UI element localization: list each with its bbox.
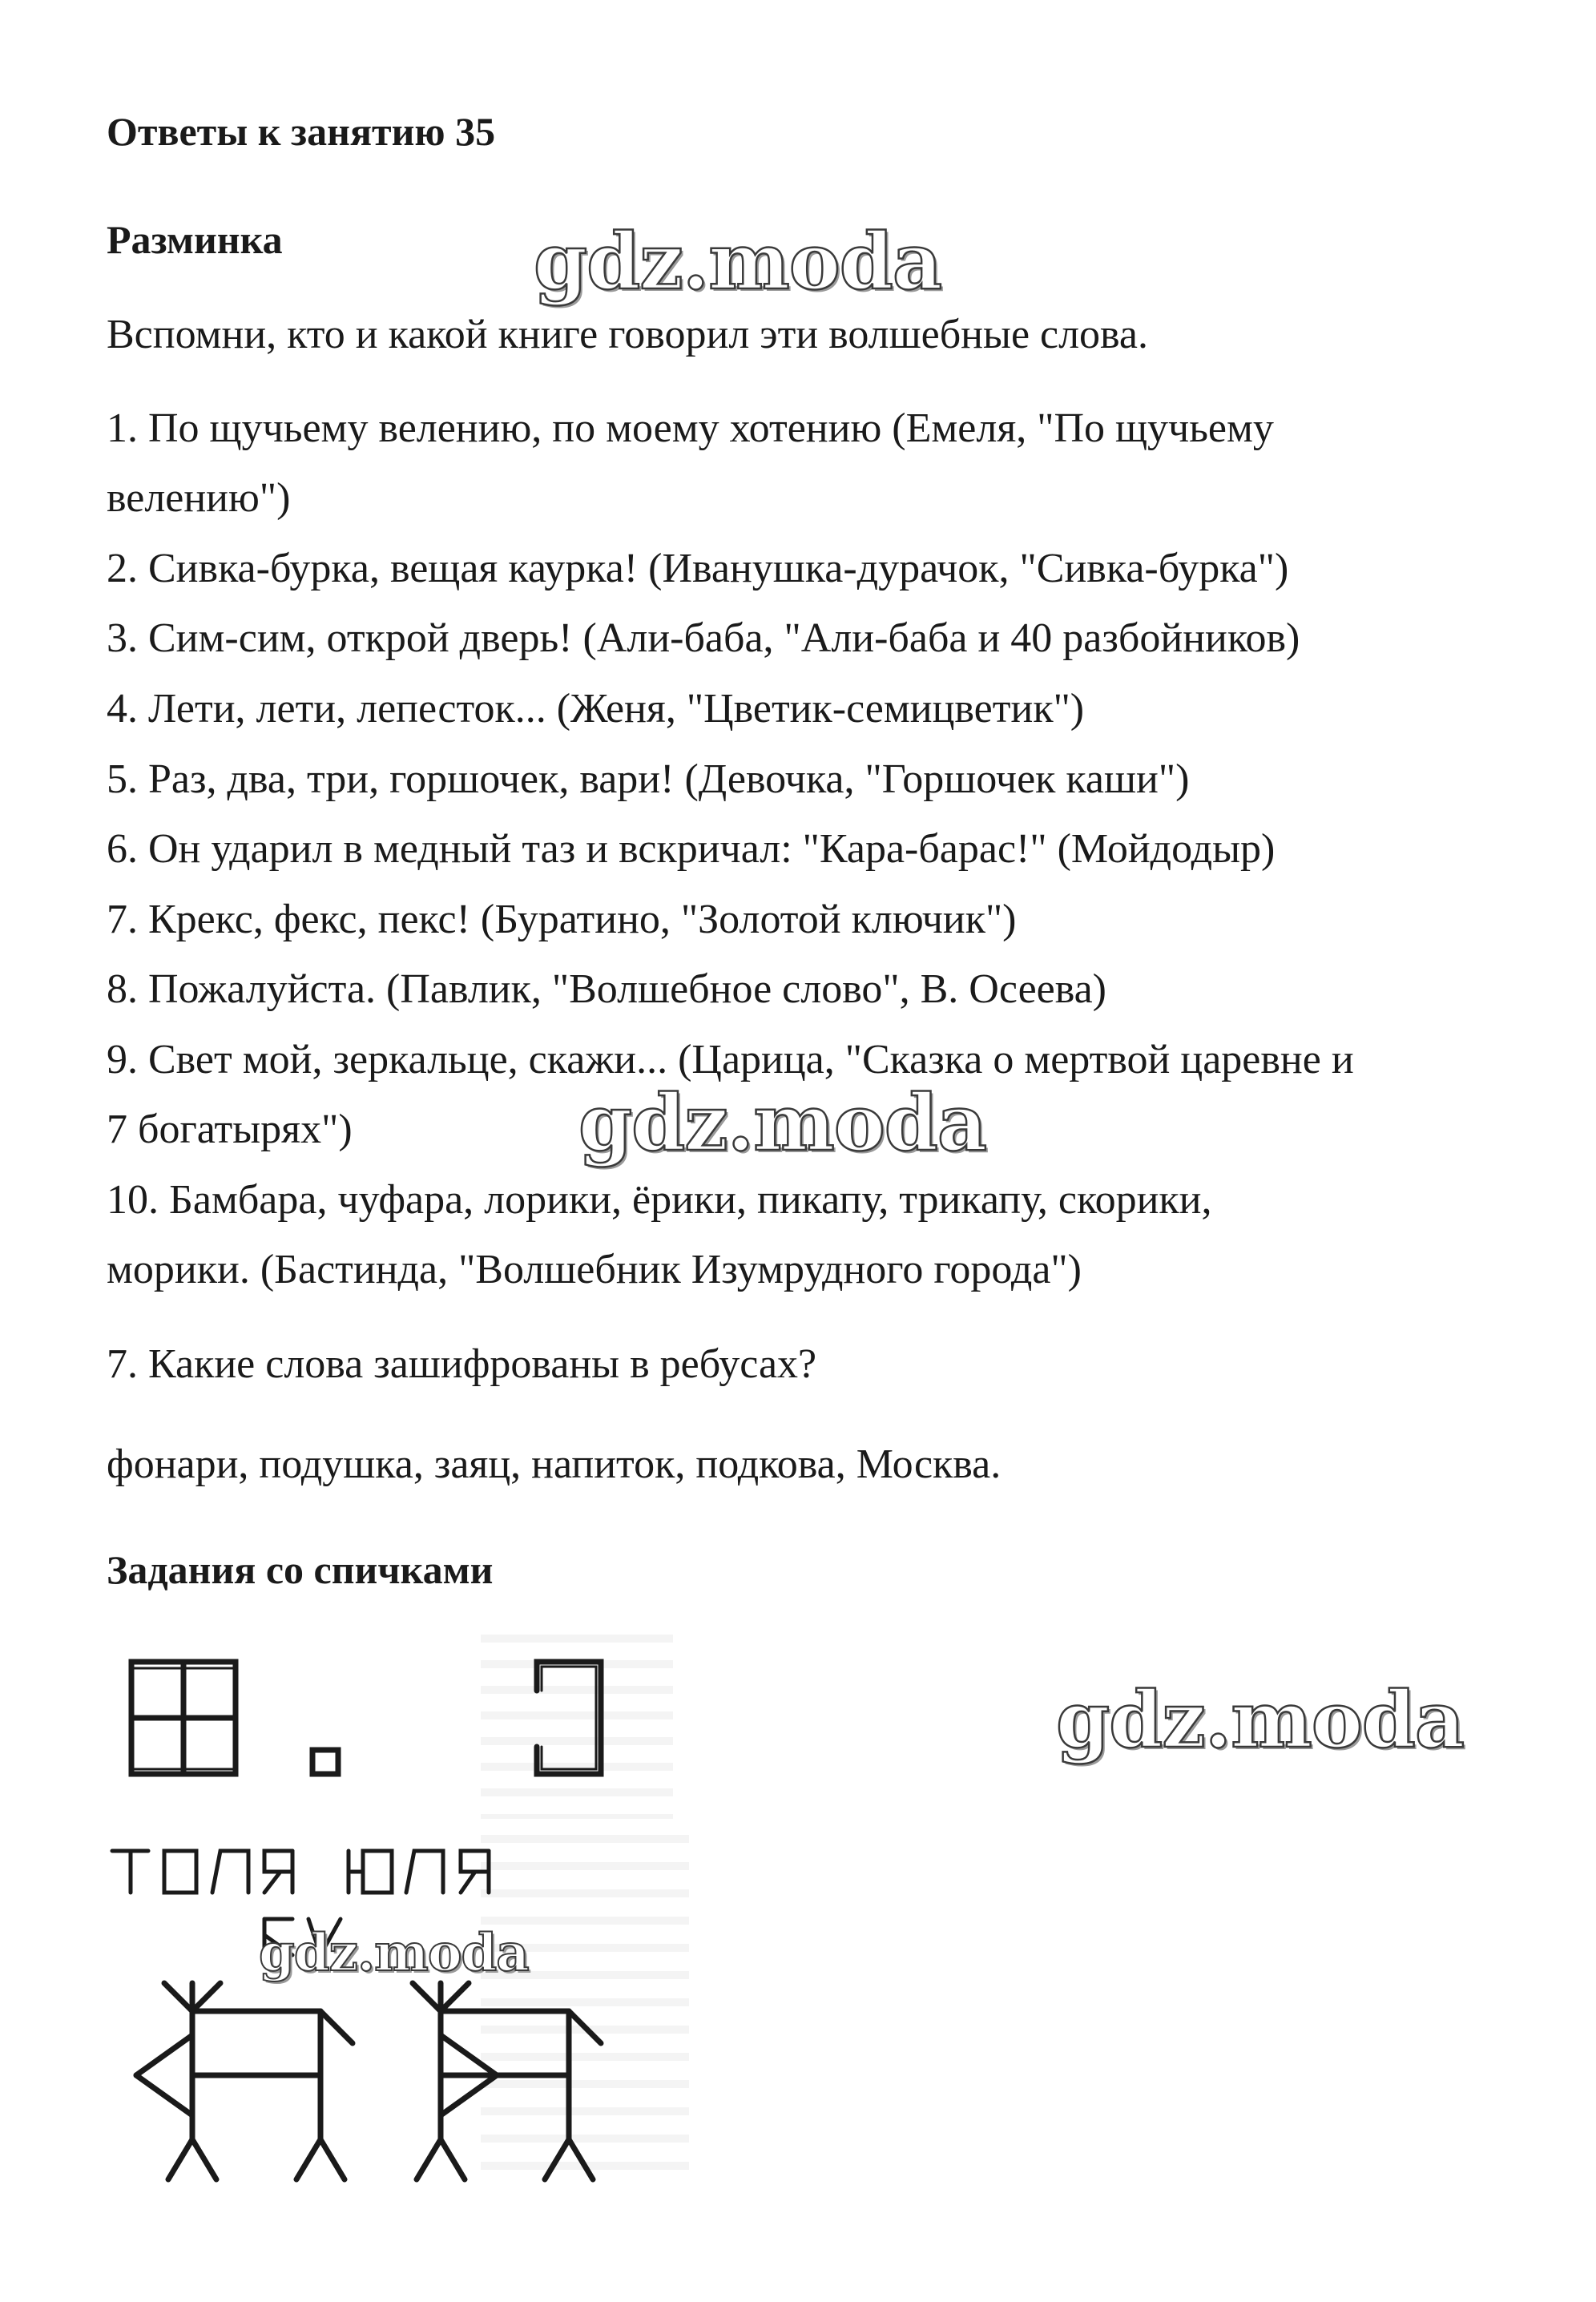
answer-line: 7 богатырях") xyxy=(107,1107,353,1152)
section-heading-warmup: Разминка xyxy=(107,217,283,262)
answer-line: 5. Раз, два, три, горшочек, вари! (Девочка, "Горшочек каши") xyxy=(107,756,1190,802)
matchstick-squares-figure xyxy=(120,1651,649,1795)
answer-line: морики. (Бастинда, "Волшебник Изумрудного города") xyxy=(107,1247,1082,1292)
answer-line: 4. Лети, лети, лепесток... (Женя, "Цветик-семицветик") xyxy=(107,686,1085,732)
answer-line: 9. Свет мой, зеркальце, скажи... (Царица, "Сказка о мертвой царевне и xyxy=(107,1037,1354,1082)
answer-line: 2. Сивка-бурка, вещая каурка! (Иванушка-дурачок, "Сивка-бурка") xyxy=(107,546,1289,591)
answer-line: 8. Пожалуйста. (Павлик, "Волшебное слово", В. Осеева) xyxy=(107,966,1106,1012)
rebus-question: 7. Какие слова зашифрованы в ребусах? xyxy=(107,1341,817,1387)
answer-line: 6. Он ударил в медный таз и вскричал: "Кара-барас!" (Мойдодыр) xyxy=(107,826,1276,872)
section-heading-matches: Задания со спичками xyxy=(107,1547,494,1592)
watermark: gdz.moda xyxy=(578,1078,987,1168)
matchstick-deer-figure xyxy=(120,1979,633,2187)
watermark: gdz.moda xyxy=(1056,1675,1465,1765)
answer-line: 3. Сим-сим, открой дверь! (Али-баба, "Али-баба и 40 разбойников) xyxy=(107,615,1300,661)
page-title: Ответы к занятию 35 xyxy=(107,109,496,154)
rebus-answer: фонари, подушка, заяц, напиток, подкова, Москва. xyxy=(107,1441,1002,1487)
watermark: gdz.moda xyxy=(534,216,942,307)
answer-line: 1. По щучьему велению, по моему хотению (Емеля, "По щучьему xyxy=(107,405,1274,451)
watermark: gdz.moda xyxy=(259,1923,529,1983)
answer-line: 10. Бамбара, чуфара, лорики, ёрики, пикапу, трикапу, скорики, xyxy=(107,1177,1212,1223)
answer-line: 7. Крекс, фекс, пекс! (Буратино, "Золотой ключик") xyxy=(107,897,1017,942)
answer-line: велению") xyxy=(107,475,291,521)
warmup-question: Вспомни, кто и какой книге говорил эти волшебные слова. xyxy=(107,312,1148,357)
